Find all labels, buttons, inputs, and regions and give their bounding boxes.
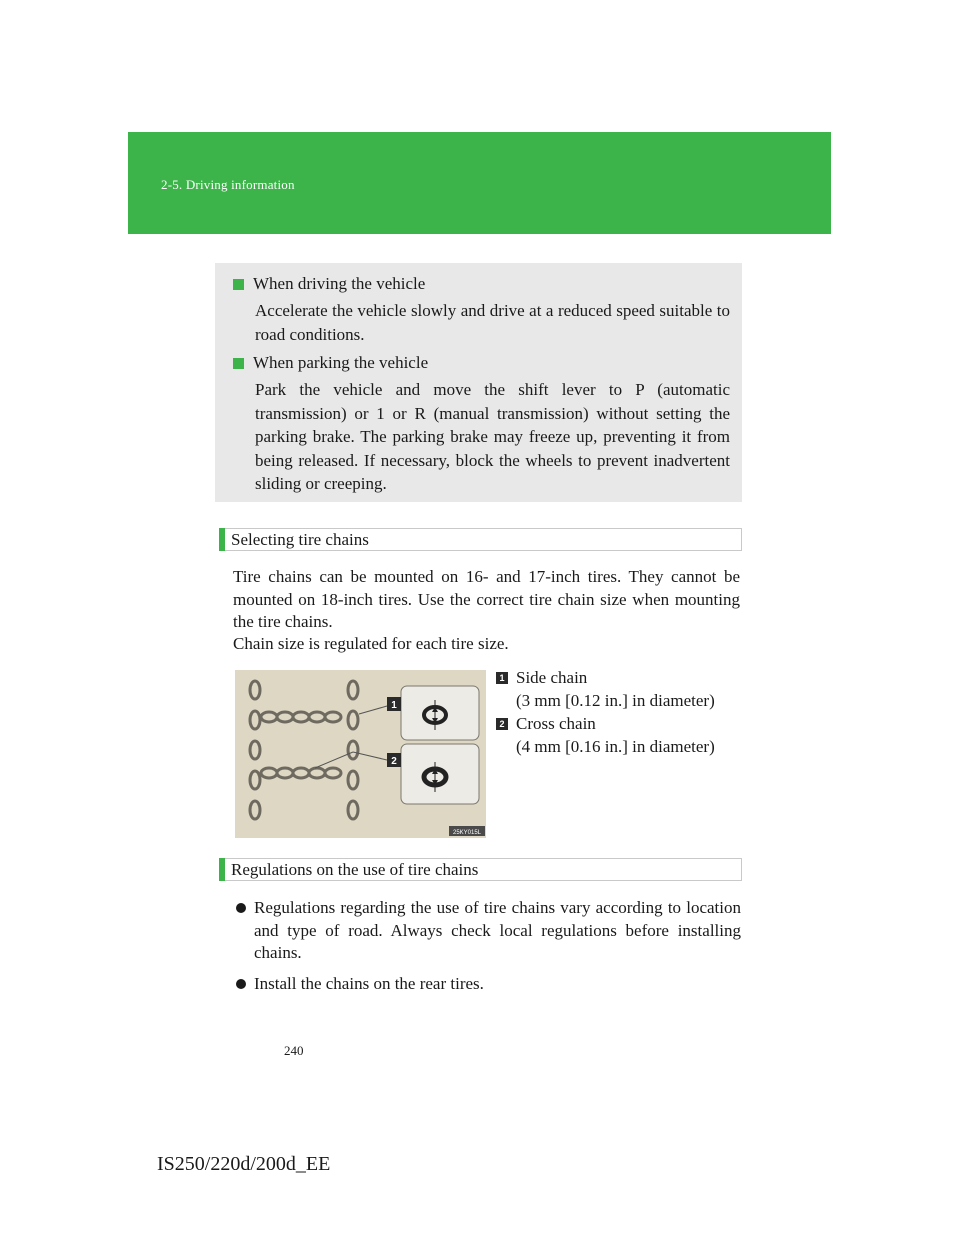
- section-title: Regulations on the use of tire chains: [231, 860, 479, 879]
- list-item: [236, 973, 741, 996]
- section-header: 2-5. Driving information: [161, 177, 295, 192]
- chain-diagram: [235, 670, 486, 838]
- callout-label: 2: [391, 756, 397, 767]
- note-item: [233, 352, 730, 496]
- legend-label: Cross chain: [516, 714, 596, 733]
- bullet-text: Regulations regarding the use of tire chains vary according to location and type of road. Always check local regulations before installing chains.: [254, 898, 741, 962]
- figure-code: 25KY015L: [452, 830, 482, 836]
- section-heading: [219, 528, 742, 551]
- square-bullet-icon: [233, 358, 244, 369]
- legend-detail: (3 mm [0.12 in.] in diameter): [516, 690, 715, 710]
- list-item: [236, 897, 741, 965]
- legend-detail: (4 mm [0.16 in.] in diameter): [516, 736, 715, 756]
- section-title: Selecting tire chains: [231, 530, 369, 549]
- legend-item: [496, 713, 746, 758]
- tire-chain-illustration: [235, 670, 486, 838]
- note-box: [215, 263, 742, 502]
- header-band: [128, 132, 831, 234]
- number-badge-icon: 1: [496, 672, 508, 684]
- callout-label: 1: [391, 700, 397, 711]
- note-body: Park the vehicle and move the shift lever to P (automatic transmission) or 1 or R (manual transmission) without setting the parking brake. The parking brake may freeze up, preventing it from being released. If necessary, block the wheels to prevent inadvertent sliding or creeping.: [255, 380, 730, 493]
- paragraph: Chain size is regulated for each tire size.: [233, 634, 509, 653]
- note-item: [233, 273, 730, 346]
- note-title: When driving the vehicle: [253, 274, 426, 293]
- number-badge-icon: 2: [496, 718, 508, 730]
- note-title: When parking the vehicle: [253, 353, 429, 372]
- legend-label: Side chain: [516, 668, 588, 687]
- paragraph: Tire chains can be mounted on 16- and 17-inch tires. They cannot be mounted on 18-inch tires. Use the correct tire chain size when mounting the tire chains.: [233, 567, 740, 631]
- bullet-dot-icon: [236, 979, 246, 989]
- legend-item: [496, 667, 746, 712]
- bullet-text: Install the chains on the rear tires.: [254, 974, 484, 993]
- model-code: IS250/220d/200d_EE: [157, 1153, 331, 1175]
- page-number: 240: [284, 1043, 304, 1058]
- bullet-dot-icon: [236, 903, 246, 913]
- section-heading: [219, 858, 742, 881]
- note-body: Accelerate the vehicle slowly and drive at a reduced speed suitable to road conditions.: [255, 301, 730, 344]
- square-bullet-icon: [233, 279, 244, 290]
